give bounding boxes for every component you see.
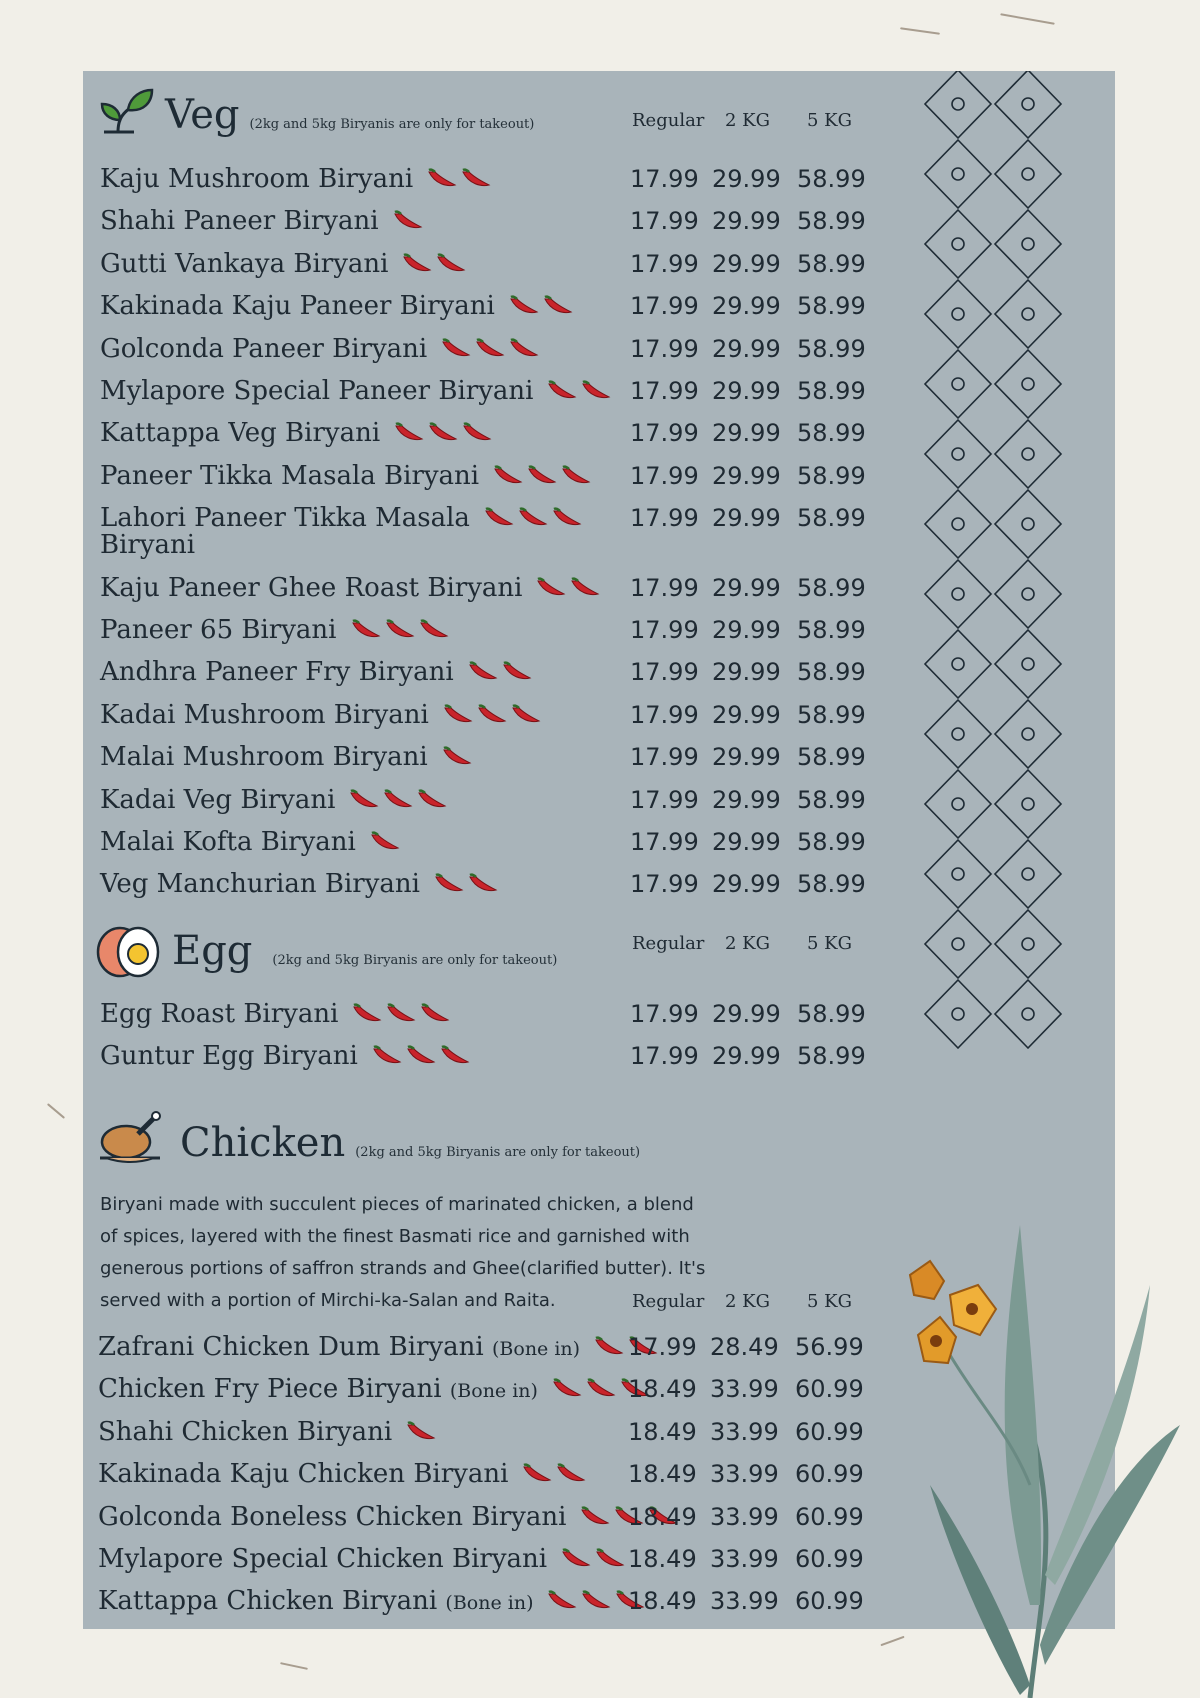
menu-item-row: [0, 786, 900, 826]
diamond-dot: [1022, 168, 1034, 180]
menu-item-row: [0, 250, 900, 290]
egg-col-5kg: 5 KG: [807, 933, 852, 954]
price-2kg: 29.99: [712, 700, 781, 729]
spice-level: [484, 505, 582, 533]
chili-icon: [402, 251, 432, 279]
menu-item-row: [0, 419, 900, 459]
price-2kg: 29.99: [712, 419, 781, 448]
chili-icon: [475, 336, 505, 364]
menu-item-row: [0, 1000, 900, 1040]
chicken-description-line: served with a portion of Mirchi-ka-Salan and Raita.: [100, 1290, 556, 1311]
diamond-shape: [995, 350, 1061, 418]
diamond-dot: [1022, 798, 1034, 810]
price-5kg: 56.99: [795, 1333, 864, 1361]
egg-title: Egg: [172, 928, 253, 974]
menu-item-row: [0, 335, 900, 375]
diamond-shape: [925, 770, 991, 838]
menu-item-row: [0, 1333, 900, 1373]
menu-item-name: Paneer 65 Biryani: [100, 615, 337, 645]
diamond-shape: [995, 770, 1061, 838]
chicken-description-line: Biryani made with succulent pieces of marinated chicken, a blend: [100, 1194, 694, 1215]
price-regular: 17.99: [630, 573, 699, 602]
price-regular: 17.99: [630, 334, 699, 363]
egg-takeout-note: (2kg and 5kg Biryanis are only for takeout): [272, 953, 558, 968]
chicken-col-regular: Regular: [632, 1291, 705, 1312]
flower-illustration: [870, 1225, 1200, 1698]
price-regular: 18.49: [628, 1460, 697, 1489]
chicken-col-5kg: 5 KG: [807, 1291, 852, 1312]
price-5kg: 58.99: [797, 870, 866, 899]
spice-level: [402, 251, 466, 279]
chili-icon: [561, 463, 591, 491]
diamond-shape: [925, 980, 991, 1048]
chili-icon: [351, 617, 381, 645]
price-5kg: 60.99: [795, 1417, 864, 1446]
diamond-dot: [1022, 238, 1034, 250]
price-regular: 17.99: [630, 419, 699, 448]
menu-item-row: [0, 828, 900, 868]
spice-level: [536, 575, 600, 603]
diamond-dot: [952, 98, 964, 110]
menu-item-row: [0, 701, 900, 741]
price-2kg: 33.99: [710, 1587, 779, 1616]
price-2kg: 29.99: [712, 743, 781, 772]
price-5kg: 60.99: [795, 1545, 864, 1573]
diamond-shape: [925, 210, 991, 278]
menu-item-name: Kakinada Kaju Chicken Biryani: [98, 1459, 509, 1490]
price-5kg: 58.99: [797, 616, 866, 644]
chili-icon: [417, 787, 447, 815]
chili-icon: [462, 420, 492, 448]
diamond-shape: [925, 630, 991, 698]
veg-col-5kg: 5 KG: [807, 110, 852, 131]
chili-icon: [527, 463, 557, 491]
price-regular: 17.99: [630, 743, 699, 772]
veg-takeout-note: (2kg and 5kg Biryanis are only for takeout): [249, 117, 535, 132]
diamond-shape: [995, 630, 1061, 698]
chili-icon: [419, 617, 449, 645]
price-regular: 17.99: [630, 658, 699, 687]
price-regular: 17.99: [630, 616, 699, 644]
chili-icon: [586, 1376, 616, 1404]
price-2kg: 29.99: [712, 504, 781, 533]
spice-level: [547, 378, 611, 406]
veg-col-2kg: 2 KG: [725, 110, 770, 131]
spice-level: [522, 1461, 586, 1489]
chili-icon: [509, 293, 539, 321]
menu-item-name: Golconda Paneer Biryani: [100, 333, 428, 364]
spice-level: [352, 1001, 450, 1029]
price-2kg: 33.99: [710, 1375, 779, 1404]
menu-item-name: Paneer Tikka Masala Biryani: [100, 460, 480, 491]
price-regular: 17.99: [630, 504, 699, 533]
chili-icon: [570, 575, 600, 603]
menu-item-row: [0, 292, 900, 332]
diamond-dot: [1022, 378, 1034, 390]
chili-icon: [428, 420, 458, 448]
price-regular: 17.99: [630, 165, 699, 193]
menu-item-row: [0, 377, 900, 417]
menu-item-name: Guntur Egg Biryani: [100, 1041, 358, 1072]
chicken-col-2kg: 2 KG: [725, 1291, 770, 1312]
chili-icon: [461, 166, 491, 194]
diamond-shape: [995, 560, 1061, 628]
price-2kg: 29.99: [712, 870, 781, 899]
price-regular: 17.99: [630, 292, 699, 321]
chili-icon: [349, 787, 379, 815]
menu-item-name: Zafrani Chicken Dum Biryani: [98, 1332, 484, 1362]
price-2kg: 29.99: [712, 785, 781, 814]
diamond-dot: [1022, 1008, 1034, 1020]
diamond-shape: [925, 420, 991, 488]
price-regular: 17.99: [630, 1000, 699, 1028]
menu-item-name: Golconda Boneless Chicken Biryani: [98, 1501, 567, 1532]
spice-level: [561, 1546, 625, 1574]
paper-fleck: [280, 1662, 308, 1670]
price-regular: 17.99: [630, 1042, 699, 1071]
diamond-shape: [995, 280, 1061, 348]
menu-item-row: [0, 1375, 900, 1415]
spice-level: [442, 744, 472, 772]
price-2kg: 29.99: [712, 616, 781, 644]
spice-level: [372, 1043, 470, 1071]
chili-icon: [556, 1461, 586, 1489]
diamond-dot: [952, 238, 964, 250]
spice-level: [393, 208, 423, 236]
chili-icon: [511, 702, 541, 730]
price-regular: 18.49: [628, 1587, 697, 1616]
menu-item-row: [0, 165, 900, 205]
price-2kg: 33.99: [710, 1545, 779, 1573]
chili-icon: [580, 1504, 610, 1532]
diamond-dot: [952, 588, 964, 600]
price-2kg: 28.49: [710, 1333, 779, 1361]
chili-icon: [536, 575, 566, 603]
chili-icon: [441, 336, 471, 364]
chicken-description-line: generous portions of saffron strands and Ghee(clarified butter). It's: [100, 1258, 706, 1279]
price-5kg: 58.99: [797, 207, 866, 236]
menu-item-name: Shahi Paneer Biryani: [100, 206, 379, 237]
diamond-pattern: [920, 71, 1070, 1051]
menu-item-name: Malai Kofta Biryani: [100, 827, 356, 857]
diamond-dot: [1022, 98, 1034, 110]
price-regular: 17.99: [630, 461, 699, 490]
price-5kg: 58.99: [797, 828, 866, 856]
price-5kg: 58.99: [797, 658, 866, 687]
price-5kg: 58.99: [797, 419, 866, 448]
price-5kg: 58.99: [797, 1000, 866, 1028]
spice-level: [349, 787, 447, 815]
chili-icon: [561, 1546, 591, 1574]
menu-item-name-cont: Biryani: [100, 530, 196, 561]
menu-item-row: [0, 1418, 900, 1458]
spice-level: [370, 829, 400, 857]
diamond-shape: [995, 700, 1061, 768]
menu-item-name: Kaju Paneer Ghee Roast Biryani: [100, 572, 523, 603]
menu-item-row: [0, 658, 900, 698]
spice-level: [468, 659, 532, 687]
diamond-dot: [1022, 658, 1034, 670]
spice-level: [406, 1419, 436, 1447]
chili-icon: [394, 420, 424, 448]
diamond-shape: [925, 840, 991, 908]
price-2kg: 29.99: [712, 658, 781, 687]
menu-item-name: Kattappa Veg Biryani: [100, 418, 381, 449]
menu-item-name: Lahori Paneer Tikka Masala: [100, 503, 470, 534]
spice-level: [443, 702, 541, 730]
chili-icon: [581, 1588, 611, 1616]
diamond-dot: [1022, 308, 1034, 320]
leaf-icon: [100, 86, 154, 136]
diamond-dot: [952, 728, 964, 740]
price-5kg: 60.99: [795, 1375, 864, 1404]
menu-item-name: Mylapore Special Paneer Biryani: [100, 376, 534, 406]
menu-item-name: Malai Mushroom Biryani: [100, 742, 428, 773]
chili-icon: [352, 1001, 382, 1029]
spice-level: [441, 336, 539, 364]
egg-section-header: [172, 928, 557, 974]
bone-in-label: (Bone in): [449, 1380, 538, 1403]
price-2kg: 29.99: [712, 573, 781, 602]
menu-item-name: Kadai Mushroom Biryani: [100, 699, 429, 730]
roast-chicken-icon: [98, 1108, 164, 1166]
chili-icon: [372, 1043, 402, 1071]
chili-icon: [370, 829, 400, 857]
price-regular: 17.99: [630, 828, 699, 856]
egg-col-regular: Regular: [632, 933, 705, 954]
veg-title: Veg: [165, 92, 240, 138]
diamond-shape: [925, 71, 991, 138]
price-2kg: 29.99: [712, 292, 781, 321]
chili-icon: [547, 378, 577, 406]
price-regular: 18.49: [628, 1502, 697, 1531]
price-2kg: 33.99: [710, 1417, 779, 1446]
menu-item-row: [0, 870, 900, 910]
menu-item-name: Chicken Fry Piece Biryani: [98, 1374, 442, 1405]
bone-in-label: (Bone in): [492, 1338, 581, 1360]
price-regular: 18.49: [628, 1545, 697, 1573]
menu-item-row: [0, 1545, 900, 1585]
spice-level: [493, 463, 591, 491]
diamond-dot: [1022, 728, 1034, 740]
chili-icon: [543, 293, 573, 321]
price-5kg: 58.99: [797, 700, 866, 729]
diamond-shape: [995, 490, 1061, 558]
price-2kg: 29.99: [712, 828, 781, 856]
chili-icon: [595, 1546, 625, 1574]
veg-section-header: [165, 92, 534, 138]
menu-item-row: [0, 1460, 900, 1500]
diamond-shape: [995, 910, 1061, 978]
diamond-dot: [1022, 938, 1034, 950]
price-2kg: 29.99: [712, 334, 781, 363]
diamond-dot: [1022, 448, 1034, 460]
price-2kg: 29.99: [712, 249, 781, 278]
menu-item-name: Kaju Mushroom Biryani: [100, 164, 414, 194]
veg-col-regular: Regular: [632, 110, 705, 131]
menu-item-name: Kattappa Chicken Biryani: [98, 1586, 438, 1617]
chicken-description-line: of spices, layered with the finest Basmati rice and garnished with: [100, 1226, 690, 1247]
chili-icon: [518, 505, 548, 533]
price-5kg: 58.99: [797, 165, 866, 193]
chili-icon: [547, 1588, 577, 1616]
diamond-dot: [1022, 518, 1034, 530]
chili-icon: [502, 659, 532, 687]
chili-icon: [383, 787, 413, 815]
price-2kg: 29.99: [712, 1042, 781, 1071]
price-2kg: 33.99: [710, 1502, 779, 1531]
menu-item-name: Gutti Vankaya Biryani: [100, 248, 389, 279]
menu-item-row: [0, 1042, 900, 1082]
menu-item-row: [0, 574, 900, 614]
chili-icon: [442, 744, 472, 772]
price-regular: 17.99: [630, 700, 699, 729]
diamond-dot: [952, 518, 964, 530]
price-regular: 17.99: [630, 785, 699, 814]
price-5kg: 58.99: [797, 573, 866, 602]
diamond-shape: [995, 980, 1061, 1048]
menu-item-row: [0, 462, 900, 502]
spice-level: [394, 420, 492, 448]
egg-icon: [94, 922, 162, 978]
diamond-shape: [995, 210, 1061, 278]
diamond-dot: [1022, 868, 1034, 880]
menu-item-name: Kakinada Kaju Paneer Biryani: [100, 291, 495, 322]
chili-icon: [522, 1461, 552, 1489]
chili-icon: [468, 659, 498, 687]
chili-icon: [406, 1043, 436, 1071]
spice-level: [351, 617, 449, 645]
menu-item-row: [0, 1503, 900, 1543]
diamond-shape: [995, 140, 1061, 208]
chili-icon: [385, 617, 415, 645]
chili-icon: [484, 505, 514, 533]
price-regular: 18.49: [628, 1417, 697, 1446]
menu-item-name: Mylapore Special Chicken Biryani: [98, 1544, 548, 1574]
price-2kg: 33.99: [710, 1460, 779, 1489]
price-regular: 18.49: [628, 1375, 697, 1404]
chili-icon: [420, 1001, 450, 1029]
price-5kg: 60.99: [795, 1460, 864, 1489]
price-5kg: 58.99: [797, 461, 866, 490]
chili-icon: [581, 378, 611, 406]
price-2kg: 29.99: [712, 461, 781, 490]
chili-icon: [594, 1334, 624, 1362]
chili-icon: [427, 166, 457, 194]
chili-icon: [509, 336, 539, 364]
menu-item-name: Kadai Veg Biryani: [100, 784, 336, 815]
diamond-dot: [952, 868, 964, 880]
price-5kg: 58.99: [797, 334, 866, 363]
price-regular: 17.99: [628, 1333, 697, 1361]
chili-icon: [443, 702, 473, 730]
diamond-shape: [995, 71, 1061, 138]
menu-item-row: [0, 743, 900, 783]
price-2kg: 29.99: [712, 207, 781, 236]
menu-item-row: [0, 616, 900, 656]
egg-col-2kg: 2 KG: [725, 933, 770, 954]
diamond-shape: [925, 910, 991, 978]
chili-icon: [468, 871, 498, 899]
diamond-dot: [952, 658, 964, 670]
paper-fleck: [900, 27, 940, 35]
chili-icon: [436, 251, 466, 279]
paper-fleck: [1000, 13, 1055, 25]
chili-icon: [393, 208, 423, 236]
price-5kg: 58.99: [797, 377, 866, 405]
menu-item-name: Veg Manchurian Biryani: [100, 869, 420, 900]
diamond-dot: [952, 168, 964, 180]
price-5kg: 58.99: [797, 1042, 866, 1071]
diamond-shape: [925, 140, 991, 208]
diamond-shape: [925, 280, 991, 348]
diamond-dot: [952, 1008, 964, 1020]
diamond-shape: [925, 490, 991, 558]
spice-level: [509, 293, 573, 321]
menu-item-name: Egg Roast Biryani: [100, 999, 339, 1029]
price-regular: 17.99: [630, 377, 699, 405]
menu-item-name: Shahi Chicken Biryani: [98, 1416, 393, 1447]
chili-icon: [552, 505, 582, 533]
price-5kg: 60.99: [795, 1587, 864, 1616]
price-5kg: 58.99: [797, 292, 866, 321]
spice-level: [434, 871, 498, 899]
diamond-dot: [952, 798, 964, 810]
price-2kg: 29.99: [712, 1000, 781, 1028]
diamond-shape: [925, 700, 991, 768]
price-regular: 17.99: [630, 207, 699, 236]
diamond-dot: [952, 448, 964, 460]
diamond-shape: [995, 840, 1061, 908]
menu-item-row: [0, 503, 900, 561]
menu-item-row: [0, 1587, 900, 1627]
diamond-dot: [952, 308, 964, 320]
chili-icon: [477, 702, 507, 730]
price-5kg: 58.99: [797, 785, 866, 814]
bone-in-label: (Bone in): [445, 1592, 534, 1615]
diamond-shape: [995, 420, 1061, 488]
menu-item-name: Andhra Paneer Fry Biryani: [100, 657, 454, 688]
chili-icon: [434, 871, 464, 899]
price-regular: 17.99: [630, 249, 699, 278]
chili-icon: [386, 1001, 416, 1029]
price-5kg: 58.99: [797, 249, 866, 278]
chicken-takeout-note: (2kg and 5kg Biryanis are only for takeout): [355, 1145, 641, 1160]
chicken-section-header: [180, 1120, 640, 1166]
chili-icon: [493, 463, 523, 491]
price-5kg: 58.99: [797, 743, 866, 772]
diamond-dot: [1022, 588, 1034, 600]
diamond-shape: [925, 560, 991, 628]
paper-fleck: [47, 1103, 65, 1119]
menu-item-row: [0, 207, 900, 247]
diamond-dot: [952, 378, 964, 390]
chili-icon: [552, 1376, 582, 1404]
chili-icon: [406, 1419, 436, 1447]
price-2kg: 29.99: [712, 165, 781, 193]
price-regular: 17.99: [630, 870, 699, 899]
chili-icon: [440, 1043, 470, 1071]
diamond-shape: [925, 350, 991, 418]
diamond-dot: [952, 938, 964, 950]
price-2kg: 29.99: [712, 377, 781, 405]
price-5kg: 60.99: [795, 1502, 864, 1531]
price-5kg: 58.99: [797, 504, 866, 533]
spice-level: [427, 166, 491, 194]
chicken-title: Chicken: [180, 1120, 346, 1166]
